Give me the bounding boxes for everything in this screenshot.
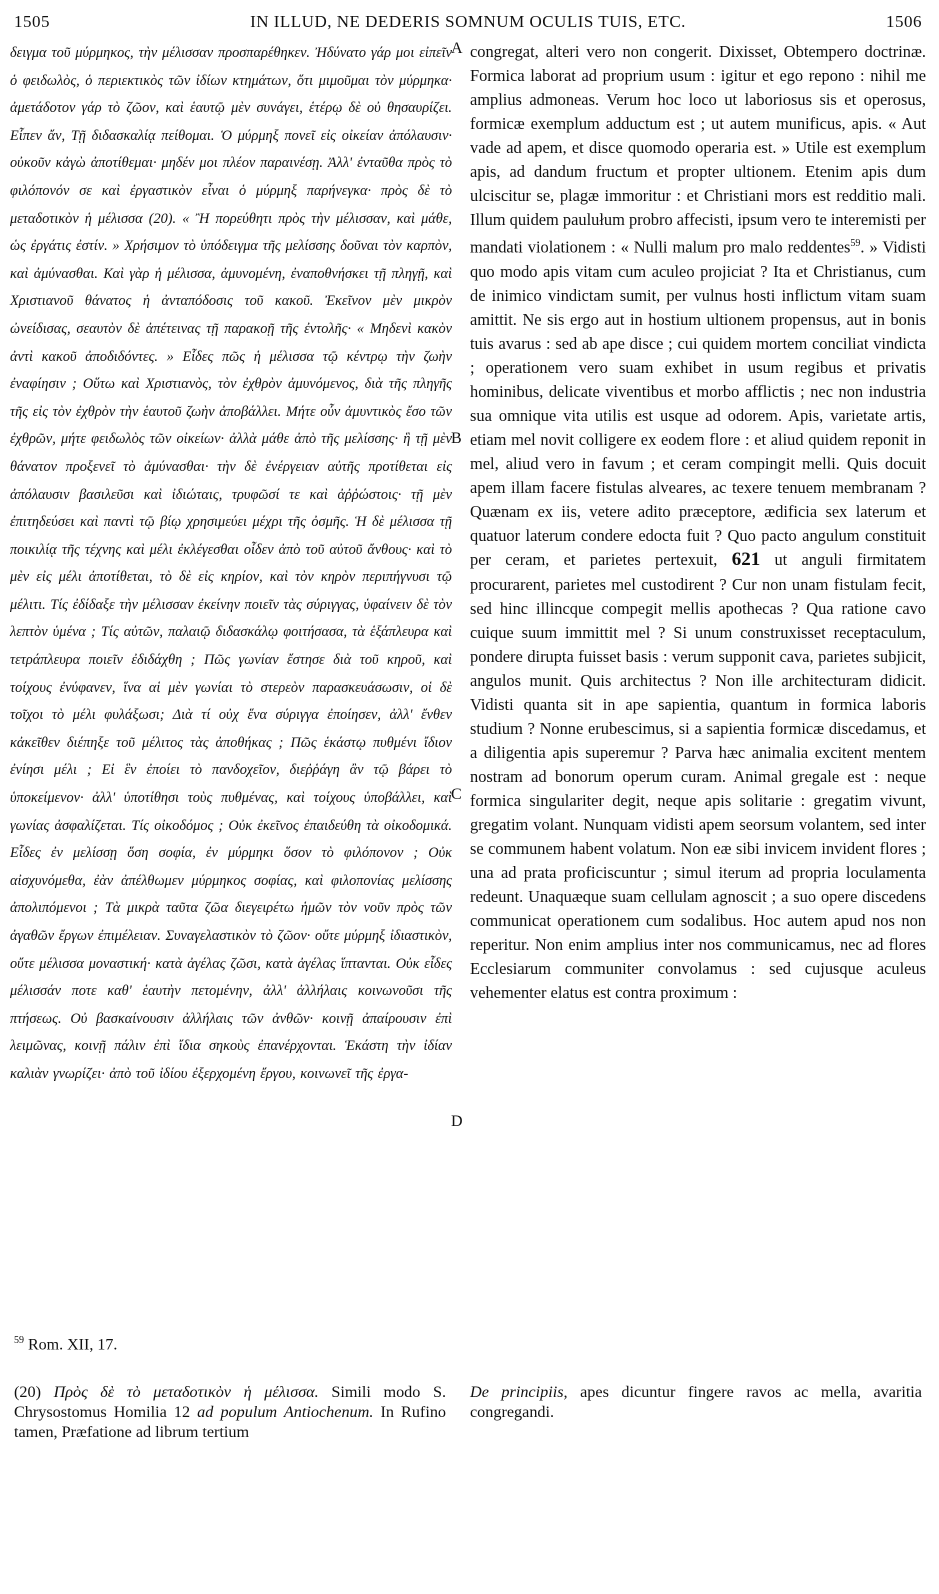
note-italic-title-2: De principiis, bbox=[470, 1383, 568, 1401]
note-text-2: In Rufino tamen, Præfatione ad librum tertium bbox=[14, 1403, 447, 1441]
margin-letter-d: D bbox=[451, 1113, 463, 1130]
footnote-marker: 59 bbox=[850, 238, 861, 250]
editor-note-right bbox=[470, 1382, 922, 1422]
latin-text-part-3: ut anguli firmitatem procurarent, parietes mel custodirent ? Cur non unam fistulam fecit, sed hinc illincque compegit mellis apothecas ? Qua ratione cavo cuique suum immittit mel ? Si unum construxisset receptaculum, pondere dirupta fuisset basis : verum supponit cava, parietes subjicit, angulos munit. Quis architectus ? Non ille architecturam didicit. Vidisti quanta sit in ape sapientia, quantum in formica laboris studium ? Nonne erubescimus, si a sapientia formicæ discedamus, et a diligentia apis superemur ? Parva hæc animalia excitent mentem nostram ad bonorum operum curam. Animal gregale est : neque formica singulariter degit, neque apis solitarie : gregatim vivunt, gregatim volant. Nunquam vidisti apem seorsum volantem, sed inter se communem habent volatum. Non eæ sibi invicem invident flores ; una ad prata proficiscuntur ; simul iterum ad propria loculamenta redeunt. Unaquæque suam cellulam agnoscit ; a suo opere discedens communicat operationem cum sodalibus. Hoc autem apud nos non reperitur. Non enim amplius inter nos communicamus, nec ad flores Ecclesiarum communiter convolamus : sed cujusque aculeus vehementer elatus est contra proximum : bbox=[470, 550, 926, 1003]
note-italic-title-1: ad populum Antiochenum. bbox=[197, 1403, 374, 1421]
note-greek-lemma: Πρὸς δὲ τὸ μεταδοτικὸν ἡ μέλισσα. bbox=[53, 1383, 319, 1401]
note-number: (20) bbox=[14, 1383, 41, 1401]
edition-page-number: 621 bbox=[731, 549, 761, 571]
scripture-footnote bbox=[14, 1335, 117, 1354]
scripture-footnote-text: Rom. XII, 17. bbox=[28, 1336, 118, 1354]
latin-text-part-1: congregat, alteri vero non congerit. Dixisset, Obtempero doctrinæ. Formica laborat ad proprium usum : igitur et ego repono : nihil me amplius admoneas. Verum hoc loco ut laboriosus sis et operosus, formicæ exemplum adductum est ; ut autem munificus, apis. « Aut vade ad apem, et disce quomodo operaria est. » Utile est exemplum apis, ad dandum fructum et propter ultionem. Etenim apis dum ulciscitur se, plagæ immoritur : et Christiani mors est redditio mali. Illum quidem paulułum probro affecisti, ipsum vero te interemisti per mandati violationem : « Nulli malum pro malo reddentes bbox=[470, 42, 926, 257]
note-text-3: apes dicuntur fingere ravos ac mella, avaritia congregandi. bbox=[470, 1383, 922, 1421]
latin-column bbox=[470, 40, 926, 1005]
margin-letter-a: A bbox=[451, 40, 463, 57]
running-title: IN ILLUD, NE DEDERIS SOMNUM OCULIS TUIS, ETC. bbox=[250, 12, 686, 31]
page-number-right: 1506 bbox=[886, 12, 922, 31]
margin-letter-b: B bbox=[451, 430, 462, 447]
editor-note-left bbox=[14, 1382, 446, 1442]
greek-column: δειγμα τοῦ μύρμηκος, τὴν μέλισσαν προσπαρέθηκεν. Ἠδύνατο γάρ μοι εἰπεῖν ὁ φειδωλὸς, ὁ περιεκτικὸς τῶν ἰδίων κτημάτων, ὅτι μιμοῦμαι τὸν μύρμηκα· ἀμετάδοτον γάρ τὸ ζῶον, καὶ ἑαυτῷ μὲν συνάγει, ἑτέρῳ δὲ οὐ θησαυρίζει. Εἶπεν ἄν, Τῇ διδασκαλίᾳ πείθομαι. Ὁ μύρμηξ πονεῖ εἰς οἰκείαν ἀπόλαυσιν· οὐκοῦν κἀγὼ ἀποτίθεμαι· μηδέν μοι πλέον παραινέσῃ. Ἀλλ' ἐνταῦθα πρὸς τὸ φιλόπονόν σε καὶ ἐργαστικὸν εἶναι ὁ μύρμηξ παρήνεγκα· πρὸς δὲ τὸ μεταδοτικὸν ἡ μέλισσα (20). « Ἢ πορεύθητι πρὸς τὴν μέλισσαν, καὶ μάθε, ὡς ἐργάτις ἐστίν. » Χρήσιμον τὸ ὑπόδειγμα τῆς μελίσσης δοῦναι τὸν καρπὸν, καὶ ἀμύνασθαι. Καὶ γὰρ ἡ μέλισσα, ἀμυνομένη, ἐναποθνήσκει τῇ πληγῇ, καὶ Χριστιανοῦ θάνατος ἡ ἀνταπόδοσις τοῦ κακοῦ. Ἐκεῖνον μὲν μικρὸν ὠνείδισας, σεαυτὸν δὲ ἀπέτεινας τῇ παρακοῇ τῆς ἐντολῆς· « Μηδενὶ κακὸν ἀντὶ κακοῦ ἀποδιδόντες. » Εἶδες πῶς ἡ μέλισσα τῷ κέντρῳ τὴν ζωὴν ἐναφίησιν ; Οὕτω καὶ Χριστιανὸς, τὸν ἐχθρὸν ἀμυνόμενος, διὰ τῆς πληγῆς τῆς εἰς τὸν ἐχθρὸν τὴν ἑαυτοῦ ζωὴν ἀποβάλλει. Μήτε οὖν ἀμυντικὸς ἔσο τῶν ἐχθρῶν, μήτε φειδωλὸς τῶν οἰκείων· ἀλλὰ μάθε ἀπὸ τῆς μελίσσης· ἣ τῇ μὲν θάνατον προξενεῖ τὸ ἀμύνασθαι· τὴν δὲ ἐνέργειαν αὐτῆς προτίθεται εἰς ἀπόλαυσιν βασιλεῦσι καὶ ἰδιώταις, τρυφῶσί τε καὶ ἀῤῥώστοις· τῇ μὲν ἐπιτηδεύσει καὶ παντὶ τῷ βίῳ χρησιμεύει μέχρι τῆς ὀσμῆς. Ἡ δὲ μέλισσα τῇ ποικιλίᾳ τῆς τέχνης καὶ μέλι ἐκλέγεσθαι οἶδεν ἀπὸ τοῦ αὐτοῦ ἄνθους· καὶ τὸ μὲν εἰς μέλι ἀποτίθεται, τὸ δὲ εἰς κηρίον, καὶ τὸν κηρὸν περιπήγνυσι τῷ μέλιτι. Τίς ἐδίδαξε τὴν μέλισσαν ἐκείνην ποιεῖν τὰς σύριγγας, ὑφαίνειν δὲ τὸν λεπτὸν ὑμένα ; Τίς αὐτῶν, παλαιῷ διδασκάλῳ φοιτήσασα, τὰ ἑξάπλευρα καὶ τετράπλευρα ποιεῖν ἐδιδάχθη ; Πῶς γωνίαν ἔστησε διὰ τοῦ κηροῦ, καὶ τοίχους ἐνύφανεν, ἵνα αἱ μὲν γωνίαι τὸ στερεὸν παρασκευάσωσιν, οἱ δὲ τοῖχοι τὸ μέλι φυλάξωσι; Διὰ τί οὐχ ἕνα σύριγγα ἐποίησεν, ἀλλ' ἔνθεν κἀκεῖθεν διέπηξε τοῦ μέλιτος τὰς ἀποθήκας ; Πῶς ἑκάστῳ πυθμένι ἴδιον ἐνίησι μέλι ; Εἰ ἓν ἐποίει τὸ πανδοχεῖον, διεῤῥάγη ἂν τῷ βάρει τὸ ὑποκείμενον· ἀλλ' ὑποτίθησι τοὺς πυθμένας, καὶ τοίχους ὑποβάλλει, καὶ γωνίας ἀσφαλίζεται. Τίς οἰκοδόμος ; Οὐκ ἐκεῖνος ἐπαιδεύθη τὰ οἰκοδομικά. Εἶδες ἐν μελίσσῃ ὅση σοφία, ἐν μύρμηκι ὅσον τὸ φιλόπονον ; Οὐκ αἰσχυνόμεθα, ἐὰν ἀπέλθωμεν μύρμηκος σοφίας, καὶ φιλοπονίας μελίσσης ἀπολιπόμενοι ; Τὰ μικρὰ ταῦτα ζῶα διεγειρέτω ἡμῶν τὸν νοῦν πρὸς τῶν ἀγαθῶν ἔργων ἐπιμέλειαν. Συναγελαστικὸν τὸ ζῶον· οὔτε μύρμηξ ἰδιαστικὸν, οὔτε μέλισσα μοναστική· κατὰ ἀγέλας ζῶσι, κατὰ ἀγέλας ἵπτανται. Οὐκ εἶδες μέλισσάν ποτε καθ' ἑαυτὴν πετομένην, ἀλλ' ἀλλήλαις κοινωνοῦσι τῆς πτήσεως. Οὐ βασκαίνουσιν ἀλλήλαις τῶν ἀνθῶν· κοινῇ ἀπαίρουσιν ἐπὶ λειμῶνας, κοινῇ πάλιν ἐπὶ ἴδια σηκοὺς ἐπανέρχονται. Ἑκάστη τὴν ἰδίαν καλιὰν γνωρίζει· ἀπὸ τοῦ ἰδίου ἐξερχομένη ἔργου, κοινωνεῖ τῆς ἐργα- bbox=[10, 45, 452, 1082]
page-number-left: 1505 bbox=[14, 12, 50, 31]
scripture-footnote-number: 59 bbox=[14, 1335, 24, 1346]
note-text-1: Simili modo S. Chrysostomus Homilia 12 bbox=[14, 1383, 447, 1421]
latin-text-part-2: . » Vidisti quo modo apis vitam cum aculeo projiciat ? Ita et Christianus, cum de inimico vindictam sumit, per vulnus hosti inflictum vitam suam amittit. Ne sis ergo aut in hostium ultionem propensus, aut in bonis tuis avarus : sed ab ape disce ; cui quidem mortem conciliat vindicta ; operationem vero suam exhibet in usum regibus et privatis hominibus, delicate viventibus et morbo afflictis ; nec non industria sua omnique vita utilis est usque ad odorem. Apis, varietate artis, etiam mel novit colligere ex eodem flore : et aliud quidem reponit in mel, aliud vero in favum ; et ceram compingit melli. Quis docuit apem illam facere fistulas alveares, ac texere tenuem membranam ? Quænam ex iis, vetere adito præceptore, ædificia sex laterum et quatuor laterum condere edocta fuit ? Quo pacto angulum constituit per ceram, et parietes pertexuit, bbox=[470, 237, 927, 570]
running-header bbox=[14, 12, 922, 38]
margin-letter-c: C bbox=[451, 786, 462, 803]
